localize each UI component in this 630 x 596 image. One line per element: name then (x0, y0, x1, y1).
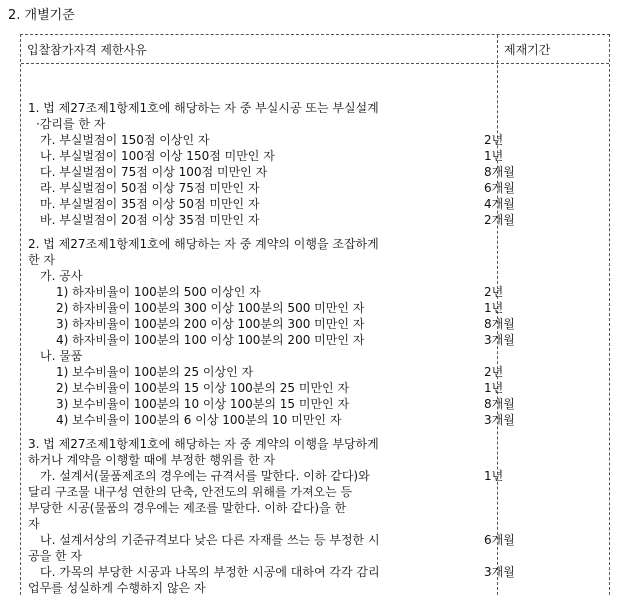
clause-2-period: 1년 (484, 301, 504, 315)
clause-2-sub-heading: 가. 공사 (40, 269, 83, 283)
clause-3-item: 가. 설계서(물품제조의 경우에는 규격서를 말한다. 이하 같다)와 (40, 469, 370, 483)
clause-1-period: 4개월 (484, 197, 515, 211)
clause-1-period: 2개월 (484, 213, 515, 227)
clause-3-period: 3개월 (484, 565, 515, 579)
clause-2-period: 3개월 (484, 413, 515, 427)
clause-3-item-cont: 달리 구조물 내구성 연한의 단축, 안전도의 위해를 가져오는 등 (28, 485, 353, 499)
clause-2-item: 3) 하자비율이 100분의 200 이상 100분의 300 미만인 자 (56, 317, 365, 331)
section-heading: 2. 개별기준 (8, 8, 75, 23)
clause-2-period: 8개월 (484, 397, 515, 411)
clause-2-period: 2년 (484, 285, 504, 299)
clause-1-item: 다. 부실벌점이 75점 이상 100점 미만인 자 (40, 165, 268, 179)
clause-2-period: 8개월 (484, 317, 515, 331)
clause-2-period: 3개월 (484, 333, 515, 347)
clause-3-item: 다. 가목의 부당한 시공과 나목의 부정한 시공에 대하여 각각 감리 (40, 565, 380, 579)
clause-1-item: 마. 부실벌점이 35점 이상 50점 미만인 자 (40, 197, 260, 211)
clause-1-item: 라. 부실벌점이 50점 이상 75점 미만인 자 (40, 181, 260, 195)
clause-1-period: 6개월 (484, 181, 515, 195)
clause-2-line-2: 한 자 (28, 253, 55, 267)
clause-2-sub-heading: 나. 물품 (40, 349, 83, 363)
header-divider (21, 63, 609, 64)
clause-2-line-1: 2. 법 제27조제1항제1호에 해당하는 자 중 계약의 이행을 조잡하게 (28, 237, 379, 251)
clause-3-item: 나. 설계서상의 기준규격보다 낮은 다른 자재를 쓰는 등 부정한 시 (40, 533, 380, 547)
header-period: 제재기간 (504, 43, 551, 57)
clause-2-item: 4) 보수비율이 100분의 6 이상 100분의 10 미만인 자 (56, 413, 342, 427)
clause-1-item: 가. 부실벌점이 150점 이상인 자 (40, 133, 210, 147)
clause-2-item: 2) 하자비율이 100분의 300 이상 100분의 500 미만인 자 (56, 301, 365, 315)
clause-1-period: 1년 (484, 149, 504, 163)
clause-3-line-1: 3. 법 제27조제1항제1호에 해당하는 자 중 계약의 이행을 부당하게 (28, 437, 379, 451)
clause-3-item-cont: 부당한 시공(물품의 경우에는 제조를 말한다. 이하 같다)을 한 (28, 501, 347, 515)
clause-2-item: 1) 보수비율이 100분의 25 이상인 자 (56, 365, 254, 379)
header-reason: 입찰참가자격 제한사유 (27, 43, 147, 57)
clause-1-item: 나. 부실벌점이 100점 이상 150점 미만인 자 (40, 149, 275, 163)
clause-2-period: 1년 (484, 381, 504, 395)
clause-3-period: 1년 (484, 469, 504, 483)
clause-3-period: 6개월 (484, 533, 515, 547)
clause-1-line-2: ·감리를 한 자 (36, 117, 106, 131)
clause-3-item-cont: 공을 한 자 (28, 549, 82, 563)
clause-2-period: 2년 (484, 365, 504, 379)
clause-1-line-1: 1. 법 제27조제1항제1호에 해당하는 자 중 부실시공 또는 부실설계 (28, 101, 379, 115)
clause-1-item: 바. 부실벌점이 20점 이상 35점 미만인 자 (40, 213, 260, 227)
clause-2-item: 2) 보수비율이 100분의 15 이상 100분의 25 미만인 자 (56, 381, 350, 395)
clause-2-item: 3) 보수비율이 100분의 10 이상 100분의 15 미만인 자 (56, 397, 350, 411)
clause-3-line-2: 하거나 계약을 이행할 때에 부정한 행위를 한 자 (28, 453, 275, 467)
clause-2-item: 1) 하자비율이 100분의 500 이상인 자 (56, 285, 261, 299)
clause-1-period: 8개월 (484, 165, 515, 179)
clause-1-period: 2년 (484, 133, 504, 147)
clause-2-item: 4) 하자비율이 100분의 100 이상 100분의 200 미만인 자 (56, 333, 365, 347)
clause-3-item-cont: 자 (28, 517, 40, 531)
clause-3-item-cont: 업무를 성실하게 수행하지 않은 자 (28, 581, 206, 595)
